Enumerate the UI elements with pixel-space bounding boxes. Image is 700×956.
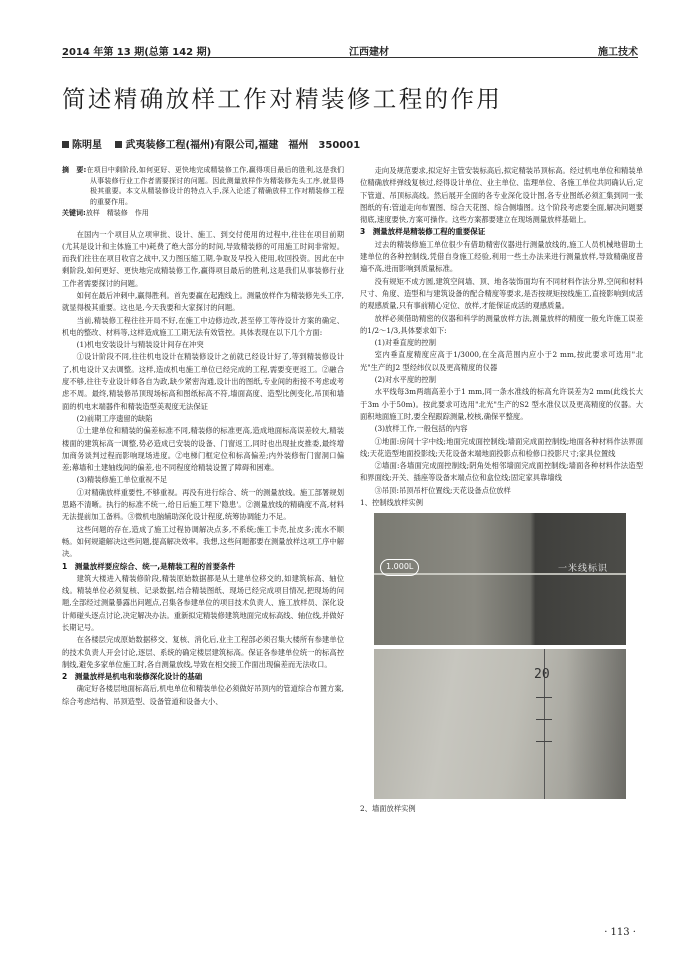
paragraph: 在国内一个项目从立项审批、设计、施工、到交付使用的过程中,往往在项目前期(尤其是设计和主体施工中)耗费了绝大部分的时间,导致精装修的可用施工时间非常短。而我们往往在项目收官之战中,又力图压缩工期,争取及早投入使用,收回投资。因此在中剩阶段,如何更好、更快地完成精装修工作,赢得项目最后的胜利,这是我们从事装修行业工作者需要探讨的问题。	[62, 229, 344, 288]
section-heading: 2 测量放样是机电和装修深化设计的基础	[62, 672, 203, 682]
paragraph: 在各楼层完成原始数据移交、复核、消化后,业主工程部必须召集大楼所有参建单位的技术负责人开会讨论,逐层、系统的确定楼层建筑标高。保证各参建单位统一的标高控制线,避免多家单位施工时,各自测量放线,导致在相交接工作面出现偏差而无法收口。	[62, 635, 344, 669]
square-bullet-icon	[115, 141, 122, 148]
tick-mark	[536, 697, 552, 698]
paragraph: (3)精装修施工单位重视不足	[76, 475, 168, 485]
paragraph: 水平线每3m两端高差小于1 mm,同一条水准线的标高允许误差为2 mm(此线长大于3m 小于50m)。按此要求可选用"北光"生产的S2 型水准仪以及更高精度的仪器。大面积地面施工时,要全程跟踪测量,校核,确保平整度。	[360, 387, 643, 421]
figure2-label-num: 20	[534, 667, 550, 683]
figure1-photo	[374, 513, 626, 645]
paragraph: (2)前期工序遗留的缺陷	[76, 413, 153, 423]
right-column	[360, 165, 643, 816]
paragraph: (1)机电安装设计与精装设计间存在冲突	[76, 340, 204, 350]
figure2-caption: 2、墙面放样实例	[360, 804, 416, 814]
section-heading: 1 测量放样要应综合、统一,是精装工程的首要条件	[62, 561, 236, 571]
paragraph: ①设计阶段不同,往往机电设计在精装修设计之前就已经设计好了,等到精装修设计了,机电设计又去调整。这样,造成机电施工单位已经完成的工程,需要变更返工。②融合度不够,往往专业设计师各自为政,缺少紧密沟通,设计出的图纸,专业间的衔接不考虑或考虑不周。最终,精装修吊顶现场标高和图纸标高不符,墙面高度、造型比例变化,吊顶和墙面的机电末端器件和精装造型美观度无法保证	[62, 352, 344, 411]
paragraph: 如何在最后冲刺中,赢得胜利。首先要赢在起跑线上。测量放样作为精装修先头工序,就显得极其重要。这也是,今天我要和大家探讨的问题。	[62, 290, 344, 313]
article-title: 简述精确放样工作对精装修工程的作用	[62, 85, 503, 113]
paragraph: ①对精确放样重要性,不够重视。再没有进行综合、统一的测量放线。施工部署规划思路不清晰。执行的标准不统一,给日后施工埋下'隐患'。②测量放线的精确度不高,材料无法提前加工备料。③微机电脑辅助深化设计程度,统筹协调能力不足。	[62, 487, 344, 522]
paragraph: 建筑大楼进入精装修阶段,精装原始数据都是从土建单位移交的,如建筑标高、轴位线。精装单位必须复核、记录数据,结合精装图纸、现场已经完成项目情况,把现场的问题,全部经过测量暴露出问题点,召集各参建单位的项目技术负责人、施工放样员、深化设计师碰头逐点讨论,决定解决办法。重新拟定精装修建筑地面完成标高线、轴位线,并做好长期记号。	[62, 573, 344, 632]
right-body	[360, 165, 643, 497]
paragraph: 确定好各楼层地面标高后,机电单位和精装单位必须做好吊顶内的管道综合布置方案,综合考虑结构、吊顶造型、设备管道和设备大小、	[62, 684, 344, 706]
author-name: 陈明星	[72, 140, 102, 151]
paragraph: (3)放样工作,一般包括的内容	[374, 424, 468, 434]
paragraph: ①地面:房间十字中线;地面完成面控制线;墙面完成面控制线;地面各种材料作法界面线;天花造型地面投影线;天花设备末端地面投影点和检修口投影尺寸;家具位置线	[360, 436, 643, 458]
running-header	[62, 41, 638, 58]
figure1-caption: 1、控制线放样实例	[360, 498, 424, 508]
abstract-label: 摘 要:	[62, 166, 87, 174]
figure2-photo	[374, 649, 626, 799]
author-affiliation: 武夷装修工程(福州)有限公司,福建 福州 350001	[125, 140, 361, 151]
left-column	[62, 165, 344, 708]
keywords-text: 放样 精装修 作用	[85, 209, 149, 217]
section-heading: 3 测量放样是精装修工程的重要保证	[360, 227, 486, 237]
paragraph: 放样必须借助精密的仪器和科学的测量放样方法,测量放样的精度一般允许施工误差的1/2～1/3,具体要求如下:	[360, 313, 643, 335]
abstract-block	[62, 165, 344, 219]
paragraph: (2)对水平度的控制	[374, 375, 437, 385]
tick-mark	[536, 741, 552, 742]
header-section: 施工技术	[598, 47, 638, 58]
figure1-label-left: 1.000L	[380, 559, 419, 575]
paragraph: 过去的精装修施工单位很少有借助精密仪器进行测量放线的,施工人员机械地借助土建单位的各种控制线,凭借自身施工经验,利用一些土办法来进行测量放样,导致精确度普遍不高,进而影响到质量标准。	[360, 239, 643, 274]
author-line	[62, 136, 638, 151]
tick-mark	[536, 719, 552, 720]
paragraph: ①土建单位和精装的偏差标准不同,精装修的标准更高,造成地面标高误差较大,精装楼面的建筑标高一调整,势必造成已安装的设备、门窗返工,同时也出现扯皮推委,最终增加商务谈判过程而影响现场进度。②电梯门框定位和标高偏差;内外装修衔门窗洞口偏差;幕墙和土建轴线间的偏差,也不同程度给精装设置了障碍和困难。	[62, 426, 344, 473]
header-journal: 江西建材	[349, 47, 389, 58]
figure1-label-right: 一米线标识	[557, 564, 608, 575]
photo-shadow	[566, 649, 626, 799]
paragraph: ③吊顶:吊顶吊杆位置线;天花设备点位放样	[374, 485, 511, 495]
left-body	[62, 229, 344, 709]
paragraph: (1)对垂直度的控制	[374, 338, 437, 348]
paragraph: ②墙面:各墙面完成面控制线;阴角处相邻墙面完成面控制线;墙面各种材料作法造型和界面线;开关、插座等设备末端点位和盒位线;固定家具靠墙线	[360, 461, 643, 483]
page-number: · 113 ·	[604, 927, 636, 938]
square-bullet-icon	[62, 141, 69, 148]
keywords-label: 关键词:	[62, 209, 86, 217]
paragraph: 走向及规范要求,拟定好主管安装标高后,拟定精装吊顶标高。经过机电单位和精装单位精确放样弹线复核过,经得设计单位、业主单位、监理单位、各施工单位共同确认后,定下管道、吊顶标高线。然后展开全面的各专业深化设计图,各专业图纸必须汇集到同一张图纸的有:管道走向布置图、综合天花图、综合侧墙图。这个阶段考虑要全面,解决问题要彻底,速度要快,方案可操作。这些方案都要建立在现场测量放样基础上。	[360, 166, 643, 225]
paragraph: 室内垂直度精度应高于1/3000,在全高范围内应小于2 mm,按此要求可选用"北光"生产的J2 型经纬仪以及更高精度的仪器	[360, 350, 643, 372]
paragraph: 没有规矩不成方圆,建筑空间墙、顶、地各装饰面均有不同材料作法分界,空间和材料尺寸、角度、造型和与建筑设备的配合精度等要求,是否按规矩按线施工,直接影响到成活的观感质量,只有事前精心定位、放样,才能保证成活的观感质量。	[360, 276, 643, 311]
abstract-text: 在项目中剩阶段,如何更好、更快地完成精装修工作,赢得项目最后的胜利,这是我们从事装修行业工作者需要探讨的问题。因此测量放样作为精装修先头工序,就显得极其重要。本文从精装修设计的特点入手,深入论述了精确放样工作对精装修工程的重要作用。	[86, 166, 344, 206]
paragraph: 当前,精装修工程往往开局不好,在施工中边修边改,甚至停工等待设计方案的确定、机电的整改、材料等,这样造成施工工期无法有效管控。具体表现在以下几个方面:	[62, 315, 344, 337]
paragraph: 这些问题的存在,造成了施工过程协调解决点多,不系统;施工卡壳,扯皮多;流水不顺畅。如何规避解决这些问题,提高解决效率。我想,这些问题都要在测量放样这项工序中解决。	[62, 524, 344, 559]
header-issue: 2014 年第 13 期(总第 142 期)	[62, 47, 212, 58]
